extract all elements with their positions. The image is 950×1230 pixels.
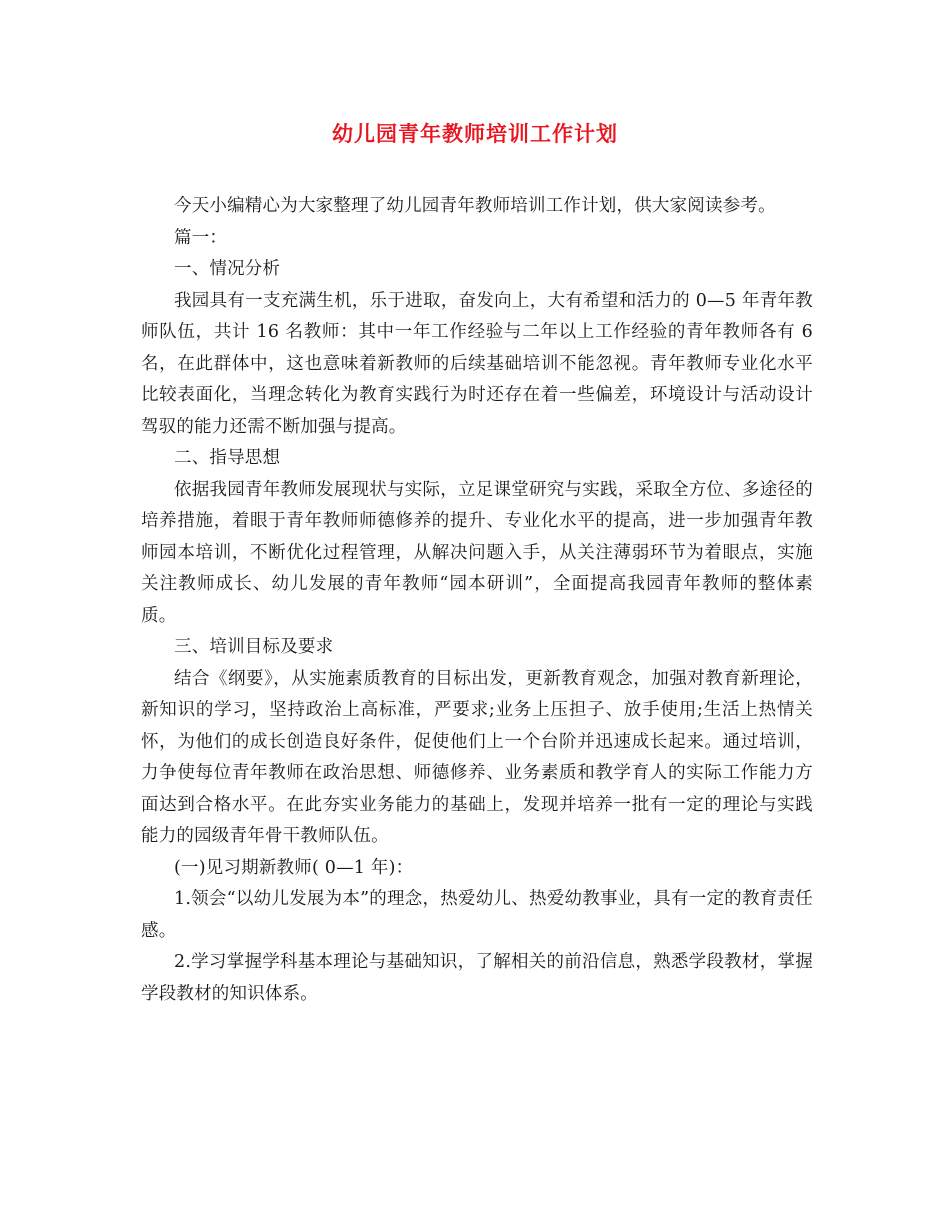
body-paragraph: 结合《纲要》，从实施素质教育的目标出发，更新教育观念，加强对教育新理论，新知识的学习，坚持政治上高标准，严要求;业务上压担子、放手使用;生活上热情关怀，为他们的成长创造良好条件，促使他们上一个台阶并迅速成长起来。通过培训，力争使每位青年教师在政治思想、师德修养、业务素质和教学育人的实际工作能力方面达到合格水平。在此夯实业务能力的基础上，发现并培养一批有一定的理论与实践能力的园级青年骨干教师队伍。 (141, 668, 813, 846)
body-paragraph: 我园具有一支充满生机，乐于进取，奋发向上，大有希望和活力的 0—5 年青年教师队伍，共计 16 名教师：其中一年工作经验与二年以上工作经验的青年教师各有 6 名，在此群体中，这也意味着新教师的后续基础培训不能忽视。青年教师专业化水平比较表面化，当理念转化为教育实践行为时还存在着一些偏差，环境设计与活动设计驾驭的能力还需不断加强与提高。 (141, 290, 813, 437)
document-title: 幼儿园青年教师培训工作计划 (332, 121, 618, 146)
section-heading-guiding-thought: 二、指导思想 (174, 448, 281, 468)
list-item: 1.领会“以幼儿发展为本”的理念，热爱幼儿、热爱幼教事业，具有一定的教育责任感。 (141, 889, 813, 941)
part-heading: 篇一： (174, 227, 228, 248)
section-heading-goals: 三、培训目标及要求 (174, 637, 334, 657)
list-item: 2.学习掌握学科基本理论与基础知识，了解相关的前沿信息，熟悉学段教材，掌握学段教材的知识体系。 (141, 952, 813, 1004)
body-paragraph: 依据我园青年教师发展现状与实际，立足课堂研究与实践，采取全方位、多途径的培养措施，着眼于青年教师师德修养的提升、专业化水平的提高，进一步加强青年教师园本培训，不断优化过程管理，从解决问题入手，从关注薄弱环节为着眼点，实施关注教师成长、幼儿发展的青年教师“园本研训”，全面提高我园青年教师的整体素质。 (141, 479, 813, 626)
document-body (141, 191, 813, 1010)
subsection-heading: (一)见习期新教师( 0—1 年)： (174, 857, 414, 878)
intro-paragraph: 今天小编精心为大家整理了幼儿园青年教师培训工作计划，供大家阅读参考。 (174, 196, 776, 216)
section-heading-situation: 一、情况分析 (174, 259, 281, 279)
